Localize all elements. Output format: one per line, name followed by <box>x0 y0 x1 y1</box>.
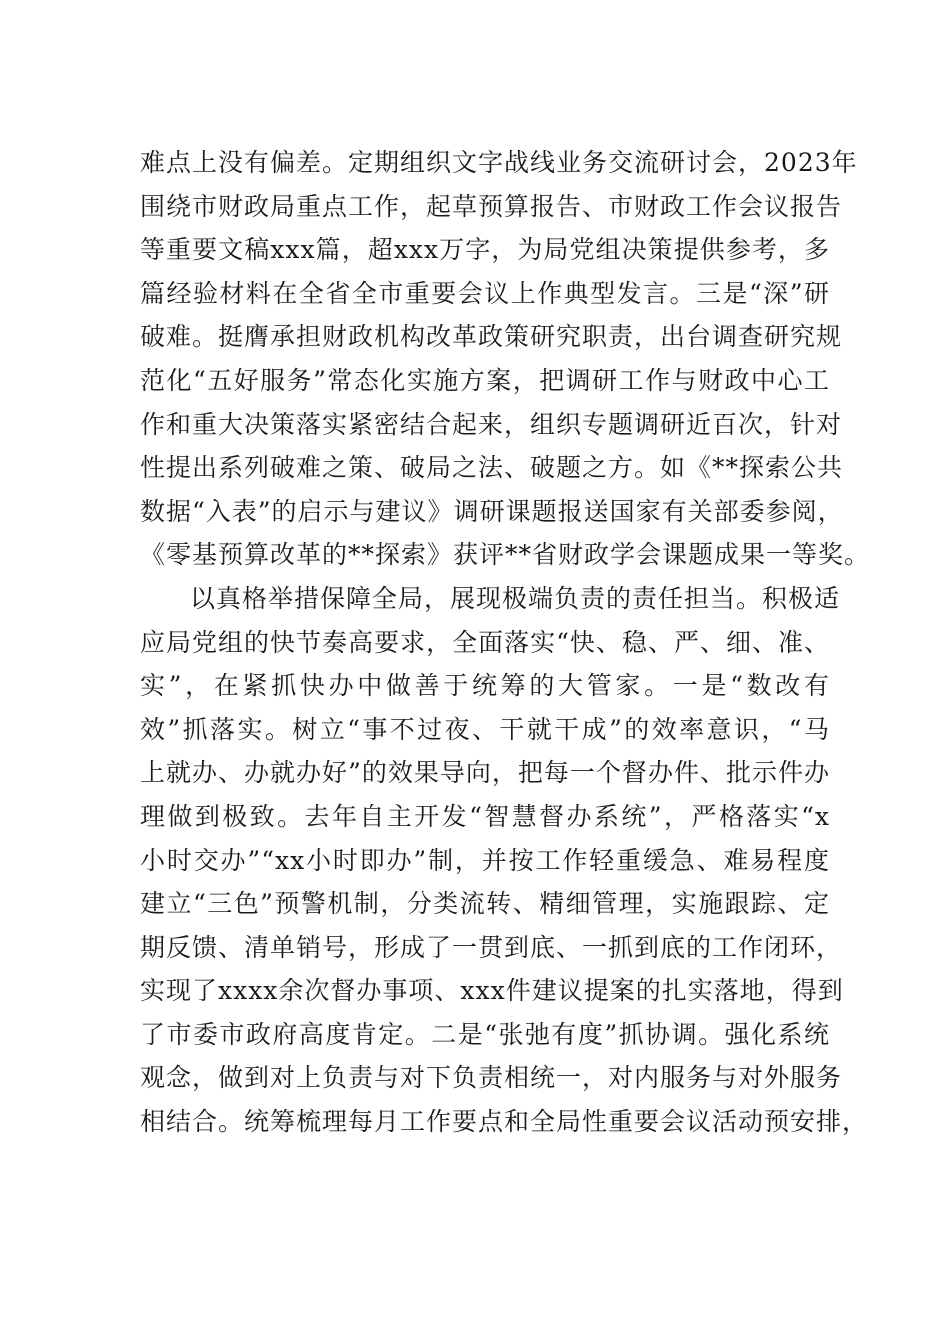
text-line: 数据“入表”的启示与建议》调研课题报送国家有关部委参阅， <box>140 496 844 526</box>
text-line: 建立“三色”预警机制，分类流转、精细管理，实施跟踪、定 <box>140 889 830 919</box>
text-line: 应局党组的快节奏高要求，全面落实“快、稳、严、细、准、 <box>140 627 830 657</box>
text-line: 范化“五好服务”常态化实施方案，把调研工作与财政中心工 <box>140 365 830 395</box>
text-line: 以真格举措保障全局，展现极端负责的责任担当。积极适 <box>190 583 841 613</box>
text-line: 理做到极致。去年自主开发“智慧督办系统”，严格落实“x <box>140 801 830 831</box>
text-line: 上就办、办就办好”的效果导向，把每一个督办件、批示件办 <box>140 758 830 788</box>
text-line: 观念，做到对上负责与对下负责相统一，对内服务与对外服务 <box>140 1063 843 1093</box>
paragraph-2 <box>140 577 869 1144</box>
paragraph-1 <box>140 141 871 577</box>
text-line: 相结合。统筹梳理每月工作要点和全局性重要会议活动预安排， <box>140 1107 869 1137</box>
text-line: 期反馈、清单销号，形成了一贯到底、一抓到底的工作闭环， <box>140 932 843 962</box>
text-line: 实现了xxxx余次督办事项、xxx件建议提案的扎实落地，得到 <box>140 976 844 1006</box>
text-line: 等重要文稿xxx篇，超xxx万字，为局党组决策提供参考，多 <box>140 235 830 265</box>
text-line: 《零基预算改革的**探索》获评**省财政学会课题成果一等奖。 <box>140 540 871 570</box>
text-line: 了市委市政府高度肯定。二是“张弛有度”抓协调。强化系统 <box>140 1019 830 1049</box>
text-line: 性提出系列破难之策、破局之法、破题之方。如《**探索公共 <box>140 453 844 483</box>
text-line: 实”，在紧抓快办中做善于统筹的大管家。一是“数改有 <box>140 671 830 701</box>
text-line: 作和重大决策落实紧密结合起来，组织专题调研近百次，针对 <box>140 409 843 439</box>
text-line: 效”抓落实。树立“事不过夜、干就干成”的效率意识，“马 <box>140 714 830 744</box>
document-body <box>140 141 871 1144</box>
text-line: 围绕市财政局重点工作，起草预算报告、市财政工作会议报告 <box>140 191 843 221</box>
text-line: 难点上没有偏差。定期组织文字战线业务交流研讨会，2023年 <box>140 148 858 177</box>
text-line: 篇经验材料在全省全市重要会议上作典型发言。三是“深”研 <box>140 278 830 308</box>
text-line: 小时交办”“xx小时即办”制，并按工作轻重缓急、难易程度 <box>140 845 830 875</box>
text-line: 破难。挺膺承担财政机构改革政策研究职责，出台调查研究规 <box>140 322 843 352</box>
